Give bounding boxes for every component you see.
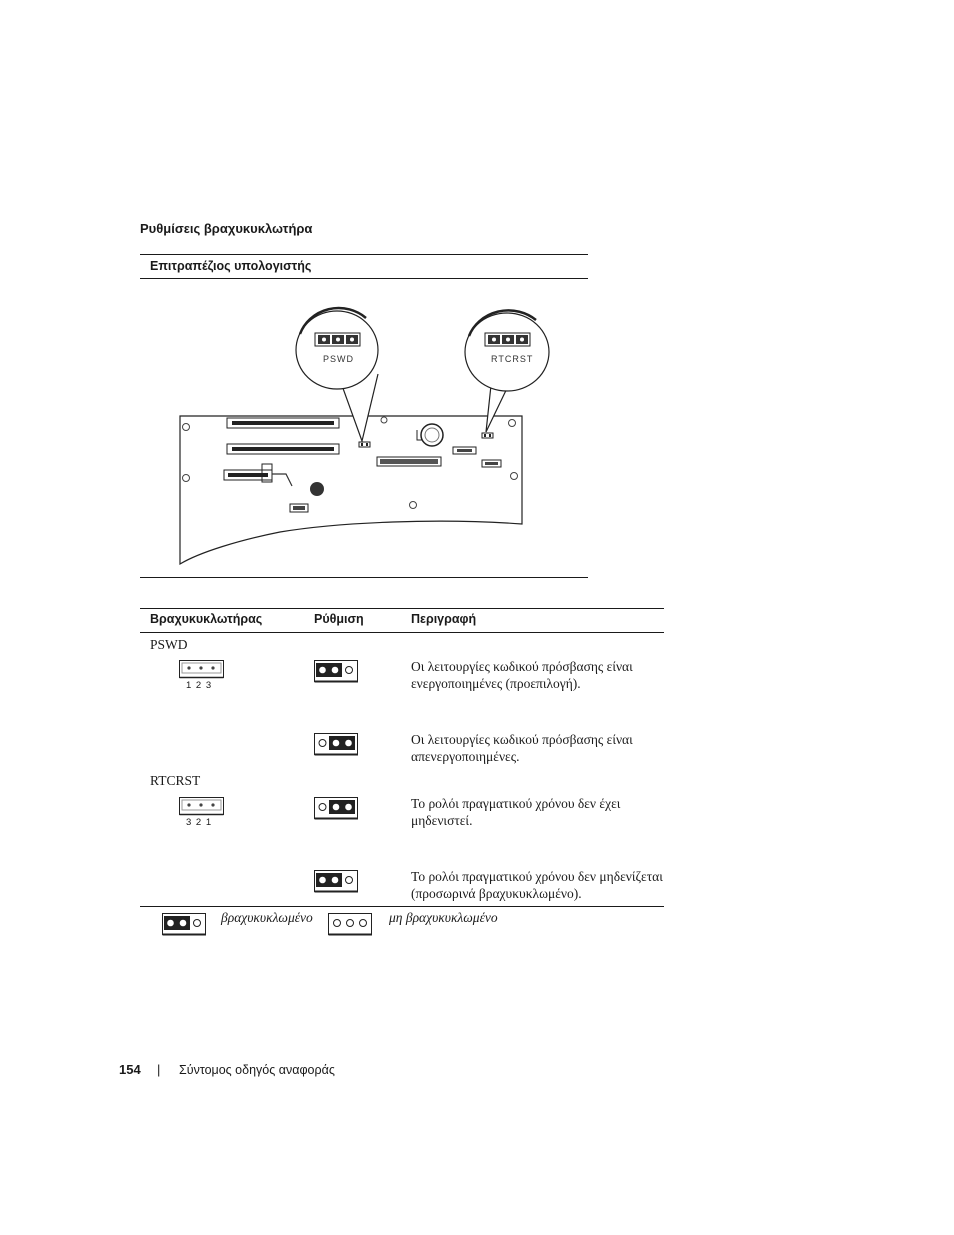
setting-jumpered-pins-3-2: [314, 870, 359, 894]
rtcrst-pin-diagram: [179, 797, 225, 817]
speaker: [310, 482, 324, 496]
jumper-name-rtcrst: RTCRST: [150, 773, 201, 788]
figure-top-rule: [140, 254, 588, 255]
legend-unjumpered-icon: [328, 913, 373, 937]
screw-hole: [183, 475, 190, 482]
section-title: Ρυθμίσεις βραχυκυκλωτήρα: [140, 221, 313, 236]
pswd-pin-diagram: [179, 660, 225, 680]
motherboard-figure: [140, 290, 588, 574]
ide-connector: [377, 457, 441, 466]
screw-hole: [381, 417, 387, 423]
page-number: 154: [119, 1062, 141, 1077]
screw-hole: [410, 502, 417, 509]
table-header-rule: [140, 632, 664, 633]
rtcrst-pin-numbers: 3 2 1: [186, 817, 213, 828]
pswd-enabled-description: Οι λειτουργίες κωδικού πρόσβασης είναι ενεργοποιημένες (προεπιλογή).: [411, 659, 633, 691]
pswd-callout-label: PSWD: [323, 354, 354, 364]
legend-jumpered-label: βραχυκυκλωμένο: [221, 910, 313, 925]
pci-slot: [227, 444, 339, 454]
figure-caption: Επιτραπέζιος υπολογιστής: [150, 259, 312, 273]
screw-hole: [509, 420, 516, 427]
rtcrst-not-cleared-description: Το ρολόι πραγματικού χρόνου δεν έχει μηδενιστεί.: [411, 796, 621, 828]
footer-separator: |: [157, 1062, 161, 1077]
screw-hole: [183, 424, 190, 431]
table-top-rule: [140, 608, 664, 609]
header-setting: Ρύθμιση: [314, 612, 364, 626]
pswd-pin-numbers: 1 2 3: [186, 680, 213, 691]
rtcrst-callout-label: RTCRST: [491, 354, 534, 364]
pci-slot: [227, 418, 339, 428]
setting-jumpered-pins-2-3: [314, 733, 359, 757]
figure-caption-rule: [140, 278, 588, 279]
rtcrst-callout: [465, 310, 549, 432]
screw-hole: [511, 473, 518, 480]
header-jumper: Βραχυκυκλωτήρας: [150, 612, 263, 626]
header-description: Περιγραφή: [411, 612, 477, 626]
pswd-jumper-on-board: [359, 442, 370, 447]
rtcrst-temp-description: Το ρολόι πραγματικού χρόνου δεν μηδενίζεται (προσωρινά βραχυκυκλωμένο).: [411, 869, 663, 901]
legend-unjumpered-label: μη βραχυκυκλωμένο: [389, 910, 498, 925]
motherboard-illustration: [140, 290, 588, 574]
jumper-name-pswd: PSWD: [150, 637, 188, 652]
setting-jumpered-pins-1-2: [314, 660, 359, 684]
figure-bottom-rule: [140, 577, 588, 578]
footer-book-title: Σύντομος οδηγός αναφοράς: [179, 1063, 335, 1077]
setting-jumpered-pins-2-1: [314, 797, 359, 821]
pswd-disabled-description: Οι λειτουργίες κωδικού πρόσβασης είναι απενεργοποιημένες.: [411, 732, 633, 764]
legend-jumpered-icon: [162, 913, 207, 937]
board-outline: [180, 416, 522, 564]
rtcrst-jumper-on-board: [482, 433, 493, 438]
table-bottom-rule: [140, 906, 664, 907]
